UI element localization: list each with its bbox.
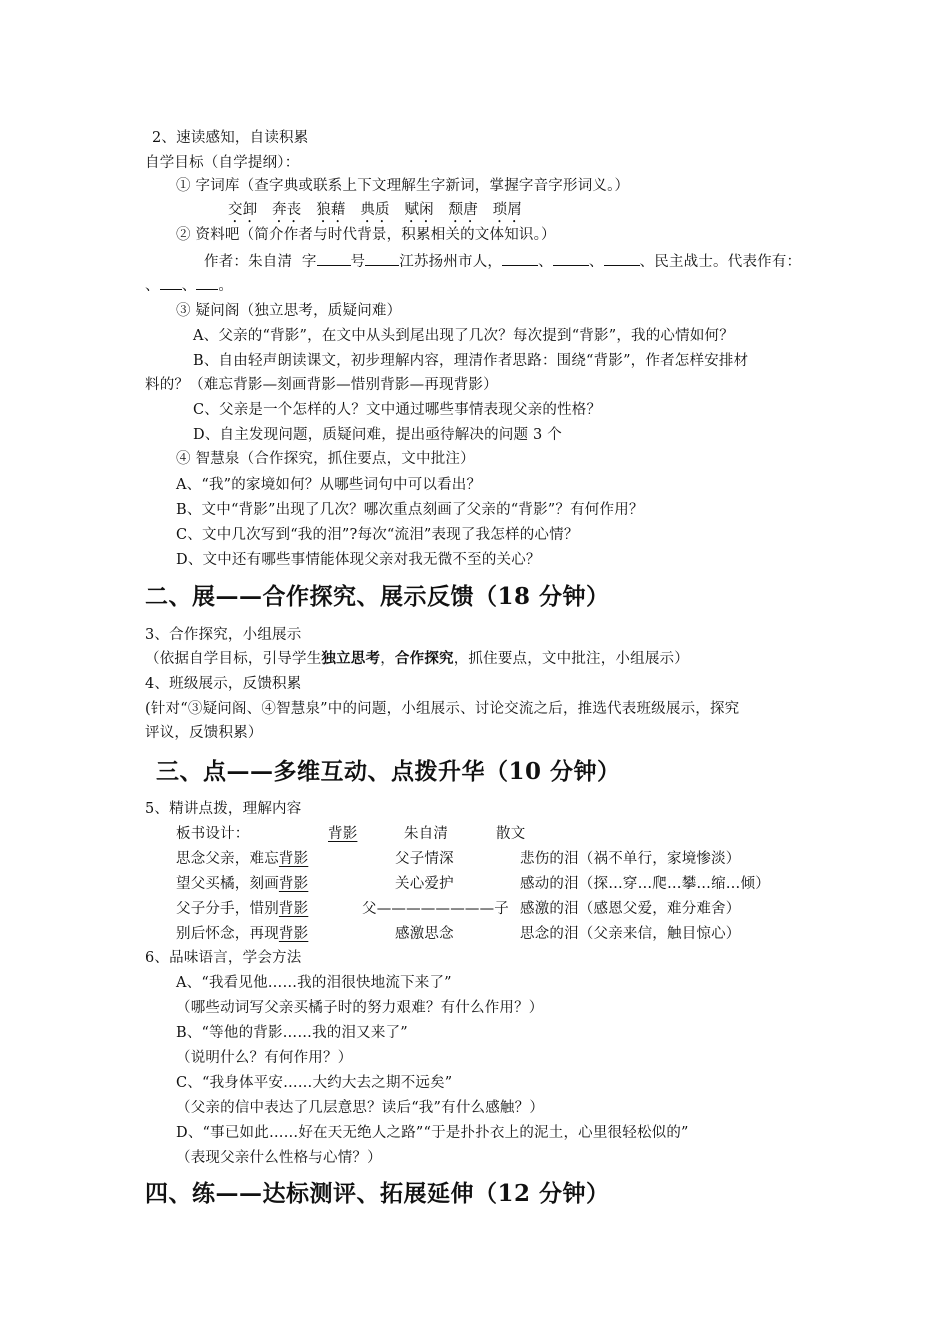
author-works-line [145,275,233,297]
question-d: D、自主发现问题，质疑问难，提出亟待解决的问题 3 个 [193,427,562,443]
section-heading-dian: 三、点——多维互动、点拨升华（10 分钟） [156,758,621,785]
vocab-word: 奔丧 [272,202,302,218]
keyword-independent-thinking: 独立思考 [321,650,381,667]
board-row-tear: 感动的泪（探…穿…爬…攀…缩…倾） [520,876,770,892]
board-row-key: 背影 [278,876,309,892]
zhihui-d: D、文中还有哪些事情能体现父亲对我无微不至的关心？ [176,552,541,568]
board-row-tear: 感激的泪（感恩父爱，难分难舍） [520,901,741,917]
item-3-heading: 3、合作探究，小组展示 [145,627,302,643]
zhihui-b: B、文中“背影”出现了几次？哪次重点刻画了父亲的“背影”？有何作用？ [176,502,644,518]
comma: 、 [181,278,197,294]
period: 。 [218,278,234,294]
item-4-desc-cont: 评议，反馈积累） [145,725,263,741]
language-a: A、“我看见他……我的泪很快地流下来了” [176,975,452,991]
board-row [176,873,308,895]
board-row-mid: 关心爱护 [395,876,454,892]
keyword-cooperative-inquiry: 合作探究 [394,650,454,667]
comma: 、 [639,254,655,270]
comma: 、 [145,278,160,294]
author-line [204,251,801,273]
board-row-key: 背影 [278,926,309,942]
comma: 、 [538,254,553,270]
item-3-desc [145,648,689,670]
vocab-word: 狼藉 [316,202,346,218]
board-genre: 散文 [496,826,526,842]
board-row-key: 背影 [278,851,309,867]
question-b-cont: 料的？（难忘背影—刻画背影—惜别背影—再现背影） [145,377,498,393]
self-study-goal: 自学目标（自学提纲）： [145,155,300,171]
board-row [176,923,308,945]
board-row [176,848,308,870]
ziliao-line: ② 资料吧（简介作者与时代背景，积累相关的文体知识。） [176,227,556,243]
item-2-heading: 2、速读感知，自读积累 [152,130,309,146]
board-row-key: 背影 [278,901,309,917]
blank [317,251,351,266]
language-d-question: （表现父亲什么性格与心情？） [176,1150,382,1166]
language-a-question: （哪些动词写父亲买橘子时的努力艰难？有什么作用？） [176,1000,544,1016]
blank [196,275,218,290]
board-label: 板书设计： [176,826,250,842]
desc-text: ，抓住要点，文中批注，小组展示） [453,651,689,667]
blank [160,275,182,290]
vocab-word: 交卸 [228,202,258,218]
zhihui-c: C、文中几次写到“我的泪”?每次“流泪”表现了我怎样的心情？ [176,527,579,543]
language-b-question: （说明什么？有何作用？） [176,1050,353,1066]
language-b: B、“等他的背影……我的泪又来了” [176,1025,408,1041]
vocab-word: 赋闲 [404,202,434,218]
board-row-pre: 望父买橘，刻画 [176,876,279,892]
author-zi: 字 [301,254,317,270]
zhihui-a: A、“我”的家境如何？从哪些词句中可以看出？ [176,477,482,493]
item-4-desc: (针对“③疑问阁、④智慧泉”中的问题，小组展示、讨论交流之后，推选代表班级展示，探究 [145,701,740,717]
board-row-tear: 悲伤的泪（祸不单行，家境惨淡） [520,851,741,867]
board-row-mid: 感激思念 [395,926,454,942]
ciku-line: ① 字词库（查字典或联系上下文理解生字新词，掌握字音字形词义。） [176,178,630,194]
author-hao: 号 [350,254,366,270]
language-c-question: （父亲的信中表达了几层意思？读后“我”有什么感触？） [176,1100,545,1116]
author-text: 作者：朱自清 [204,254,293,270]
language-d: D、“事已如此……好在天无绝人之路”“于是扑扑衣上的泥土，心里很轻松似的” [176,1125,689,1141]
board-row-mid: 父————————子 [362,901,509,917]
yiwen-line: ③ 疑问阁（独立思考，质疑问难） [176,303,402,319]
zhihui-line: ④ 智慧泉（合作探究，抓住要点，文中批注） [176,451,475,467]
section-heading-lian: 四、练——达标测评、拓展延伸（12 分钟） [145,1180,610,1207]
vocab-word: 颓唐 [448,202,478,218]
blank [604,251,640,266]
vocab-words [228,199,522,226]
desc-text: （依据自学目标，引导学生 [145,651,322,667]
board-row-mid: 父子情深 [395,851,454,867]
question-c: C、父亲是一个怎样的人？文中通过哪些事情表现父亲的性格？ [193,402,602,418]
question-a: A、父亲的“背影”，在文中从头到尾出现了几次？每次提到“背影”，我的心情如何？ [193,328,734,344]
item-4-heading: 4、班级展示，反馈积累 [145,676,302,692]
language-c: C、“我身体平安……大约大去之期不远矣” [176,1075,453,1091]
board-row-pre: 别后怀念，再现 [176,926,279,942]
desc-text: ， [380,651,395,667]
section-heading-zhan: 二、展——合作探究、展示反馈（18 分钟） [145,583,610,610]
author-tail: 民主战士。代表作有： [654,254,802,270]
board-author: 朱自清 [404,826,449,842]
blank [365,251,399,266]
board-row-pre: 父子分手，惜别 [176,901,279,917]
comma: 、 [588,254,604,270]
vocab-word: 典质 [360,202,390,218]
blank [553,251,589,266]
blank [502,251,538,266]
vocab-word: 琐屑 [492,202,523,218]
item-5-heading: 5、精讲点拨，理解内容 [145,801,302,817]
board-title: 背影 [328,826,358,842]
author-origin: 江苏扬州市人， [399,254,503,270]
board-row-pre: 思念父亲，难忘 [176,851,279,867]
item-6-heading: 6、品味语言，学会方法 [145,950,302,966]
question-b: B、自由轻声朗读课文，初步理解内容，理清作者思路：围绕“背影”，作者怎样安排材 [193,353,749,369]
board-row-tear: 思念的泪（父亲来信，触目惊心） [520,926,741,942]
board-row [176,898,308,920]
